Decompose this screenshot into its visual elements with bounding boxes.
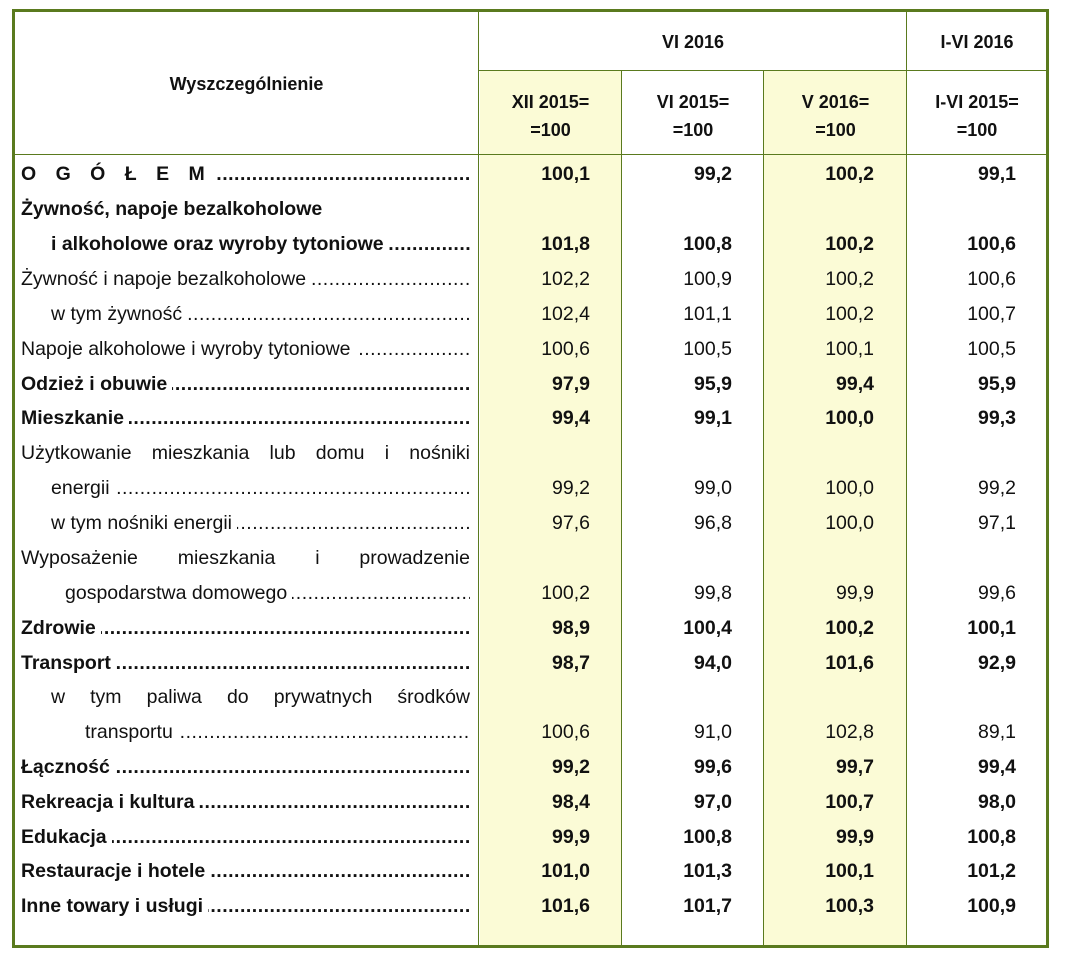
- row-value-col-4: 89,1: [978, 721, 1016, 743]
- row-value-col-3: 100,3: [825, 895, 874, 917]
- row-value-col-2: [612, 192, 732, 227]
- row-value-col-1: 101,0: [541, 860, 590, 882]
- row-value-col-3: 99,4: [836, 373, 874, 395]
- row-label-text: Łączność: [21, 756, 115, 778]
- row-label: [51, 227, 470, 262]
- row-label-text: Wyposażenie mieszkania i prowadzenie: [21, 541, 470, 576]
- row-value-col-1: 100,6: [541, 338, 590, 360]
- row-value-col-4: 99,1: [978, 163, 1016, 185]
- table-row: [15, 541, 1046, 576]
- table-row: [15, 820, 1046, 855]
- row-value-col-1: 97,9: [552, 373, 590, 395]
- row-value-col-4: 100,1: [967, 617, 1016, 639]
- row-value-col-4: 100,8: [967, 826, 1016, 848]
- row-label: [21, 750, 470, 785]
- row-value-col-1: [470, 680, 590, 715]
- row-value-col-3: 99,9: [836, 582, 874, 604]
- row-value-col-1: 98,7: [552, 652, 590, 674]
- row-value-col-1: [470, 436, 590, 471]
- row-value-col-2: 99,8: [694, 582, 732, 604]
- row-value-col-2: 101,3: [683, 860, 732, 882]
- row-label-text: Żywność i napoje bezalkoholowe: [21, 268, 311, 290]
- table-row: [15, 471, 1046, 506]
- row-value-col-4: 95,9: [978, 373, 1016, 395]
- row-value-col-4: 100,9: [967, 895, 1016, 917]
- row-value-col-3: 100,0: [825, 477, 874, 499]
- row-value-col-3: [754, 436, 874, 471]
- row-label: [51, 297, 470, 332]
- row-value-col-2: 97,0: [694, 791, 732, 813]
- table-row: [15, 576, 1046, 611]
- row-label-text: transportu: [85, 721, 178, 743]
- table-row: [15, 401, 1046, 436]
- row-value-col-2: 100,8: [683, 826, 732, 848]
- group-header-vi-2016: VI 2016: [661, 32, 725, 52]
- table-row: [15, 227, 1046, 262]
- row-label-text: Mieszkanie: [21, 407, 129, 429]
- row-label-text: Edukacja: [21, 826, 112, 848]
- subheader-vi-2015: VI 2015= =100: [656, 92, 730, 140]
- row-value-col-1: 101,8: [541, 233, 590, 255]
- row-value-col-3: 101,6: [825, 652, 874, 674]
- table-row: [15, 889, 1046, 924]
- row-value-col-4: 98,0: [978, 791, 1016, 813]
- row-value-col-1: 100,6: [541, 721, 590, 743]
- row-value-col-2: 96,8: [694, 512, 732, 534]
- row-label: [21, 889, 470, 924]
- row-label: [21, 820, 470, 855]
- row-value-col-3: 99,7: [836, 756, 874, 778]
- row-label: [21, 436, 470, 471]
- subheader-v-2016: V 2016= =100: [801, 92, 870, 140]
- row-value-col-2: 99,2: [694, 163, 732, 185]
- row-value-col-1: 98,9: [552, 617, 590, 639]
- subheader-xii-2015: XII 2015= =100: [511, 92, 590, 140]
- row-label: [21, 611, 470, 646]
- row-label: [21, 332, 470, 367]
- row-value-col-2: 91,0: [694, 721, 732, 743]
- row-value-col-1: 102,2: [541, 268, 590, 290]
- row-value-col-2: [612, 541, 732, 576]
- row-value-col-3: 100,1: [825, 338, 874, 360]
- table-row: [15, 854, 1046, 889]
- row-label: [21, 367, 470, 402]
- row-value-col-1: 101,6: [541, 895, 590, 917]
- row-value-col-3: 100,7: [825, 791, 874, 813]
- row-value-col-1: [470, 192, 590, 227]
- row-value-col-2: 100,4: [683, 617, 732, 639]
- table-row: [15, 646, 1046, 681]
- table-row: [15, 750, 1046, 785]
- divider: [478, 70, 1046, 71]
- row-value-col-2: 100,8: [683, 233, 732, 255]
- row-value-col-2: [612, 680, 732, 715]
- row-label-text: O G Ó Ł E M: [21, 163, 217, 185]
- row-label-text: w tym paliwa do prywatnych środków: [51, 680, 470, 715]
- row-value-col-3: 100,2: [825, 617, 874, 639]
- row-value-col-4: 99,2: [978, 477, 1016, 499]
- row-value-col-4: 100,6: [967, 268, 1016, 290]
- row-value-col-1: 100,1: [541, 163, 590, 185]
- row-label-text: w tym nośniki energii: [51, 512, 237, 534]
- row-label-text: Napoje alkoholowe i wyroby tytoniowe: [21, 338, 356, 360]
- row-value-col-4: 99,3: [978, 407, 1016, 429]
- row-label: [51, 471, 470, 506]
- row-value-col-2: 100,5: [683, 338, 732, 360]
- table-row: [15, 436, 1046, 471]
- row-label-text: Zdrowie: [21, 617, 101, 639]
- row-value-col-3: 100,1: [825, 860, 874, 882]
- row-label: [85, 715, 470, 750]
- row-value-col-4: [896, 541, 1016, 576]
- table-row: [15, 785, 1046, 820]
- row-value-col-4: [896, 680, 1016, 715]
- row-label: [51, 506, 470, 541]
- row-label-text: w tym żywność: [51, 303, 187, 325]
- row-label: [65, 576, 470, 611]
- row-value-col-3: 102,8: [825, 721, 874, 743]
- row-label-text: Inne towary i usługi: [21, 895, 208, 917]
- price-index-table: [12, 9, 1049, 948]
- row-value-col-1: 97,6: [552, 512, 590, 534]
- row-value-col-1: 102,4: [541, 303, 590, 325]
- row-label-text: Restauracje i hotele: [21, 860, 210, 882]
- row-value-col-3: 100,2: [825, 163, 874, 185]
- table-row: [15, 332, 1046, 367]
- row-value-col-4: 97,1: [978, 512, 1016, 534]
- row-value-col-3: 100,0: [825, 407, 874, 429]
- row-value-col-2: 95,9: [694, 373, 732, 395]
- row-value-col-4: [896, 436, 1016, 471]
- row-value-col-2: 100,9: [683, 268, 732, 290]
- row-label: [21, 401, 470, 436]
- row-label-text: gospodarstwa domowego: [65, 582, 292, 604]
- row-value-col-4: 101,2: [967, 860, 1016, 882]
- row-value-col-4: 100,7: [967, 303, 1016, 325]
- table-row: [15, 157, 1046, 192]
- row-value-col-3: [754, 541, 874, 576]
- column-header-label: Wyszczególnienie: [169, 74, 324, 94]
- row-value-col-2: 99,6: [694, 756, 732, 778]
- row-value-col-2: 101,1: [683, 303, 732, 325]
- row-label: [21, 157, 470, 192]
- row-label-text: Odzież i obuwie: [21, 373, 172, 395]
- row-value-col-1: [470, 541, 590, 576]
- row-label-text: i alkoholowe oraz wyroby tytoniowe: [51, 233, 389, 255]
- row-value-col-2: 99,1: [694, 407, 732, 429]
- row-value-col-3: 100,2: [825, 268, 874, 290]
- table-row: [15, 715, 1046, 750]
- row-value-col-3: 99,9: [836, 826, 874, 848]
- row-value-col-3: 100,0: [825, 512, 874, 534]
- row-value-col-4: 99,4: [978, 756, 1016, 778]
- row-value-col-3: 100,2: [825, 233, 874, 255]
- row-value-col-4: 100,5: [967, 338, 1016, 360]
- row-label: [21, 646, 470, 681]
- row-label: [21, 262, 470, 297]
- row-value-col-2: 101,7: [683, 895, 732, 917]
- row-value-col-4: 99,6: [978, 582, 1016, 604]
- table-row: [15, 611, 1046, 646]
- table-row: [15, 367, 1046, 402]
- row-label: [21, 854, 470, 889]
- subheader-i-vi-2015: I-VI 2015= =100: [935, 92, 1019, 140]
- row-label-text: energii: [51, 477, 115, 499]
- table-row: [15, 192, 1046, 227]
- row-value-col-3: [754, 192, 874, 227]
- divider: [15, 154, 1046, 155]
- table-row: [15, 262, 1046, 297]
- row-value-col-1: 99,2: [552, 756, 590, 778]
- row-label: [21, 541, 470, 576]
- row-label-text: Użytkowanie mieszkania lub domu i nośniki: [21, 436, 470, 471]
- row-label-text: Transport: [21, 652, 116, 674]
- row-value-col-1: 99,2: [552, 477, 590, 499]
- row-value-col-1: 99,9: [552, 826, 590, 848]
- row-value-col-2: 99,0: [694, 477, 732, 499]
- row-label: [21, 785, 470, 820]
- row-value-col-3: [754, 680, 874, 715]
- row-value-col-2: 94,0: [694, 652, 732, 674]
- row-value-col-3: 100,2: [825, 303, 874, 325]
- row-value-col-1: 98,4: [552, 791, 590, 813]
- row-label: [21, 192, 470, 227]
- table-row: [15, 680, 1046, 715]
- row-value-col-4: 100,6: [967, 233, 1016, 255]
- row-value-col-1: 99,4: [552, 407, 590, 429]
- row-value-col-4: 92,9: [978, 652, 1016, 674]
- row-value-col-1: 100,2: [541, 582, 590, 604]
- row-label-text: Rekreacja i kultura: [21, 791, 199, 813]
- table-row: [15, 506, 1046, 541]
- row-value-col-2: [612, 436, 732, 471]
- group-header-i-vi-2016: I-VI 2016: [940, 32, 1014, 52]
- row-label: [51, 680, 470, 715]
- row-label-text: Żywność, napoje bezalkoholowe: [21, 198, 327, 220]
- row-value-col-4: [896, 192, 1016, 227]
- table-row: [15, 297, 1046, 332]
